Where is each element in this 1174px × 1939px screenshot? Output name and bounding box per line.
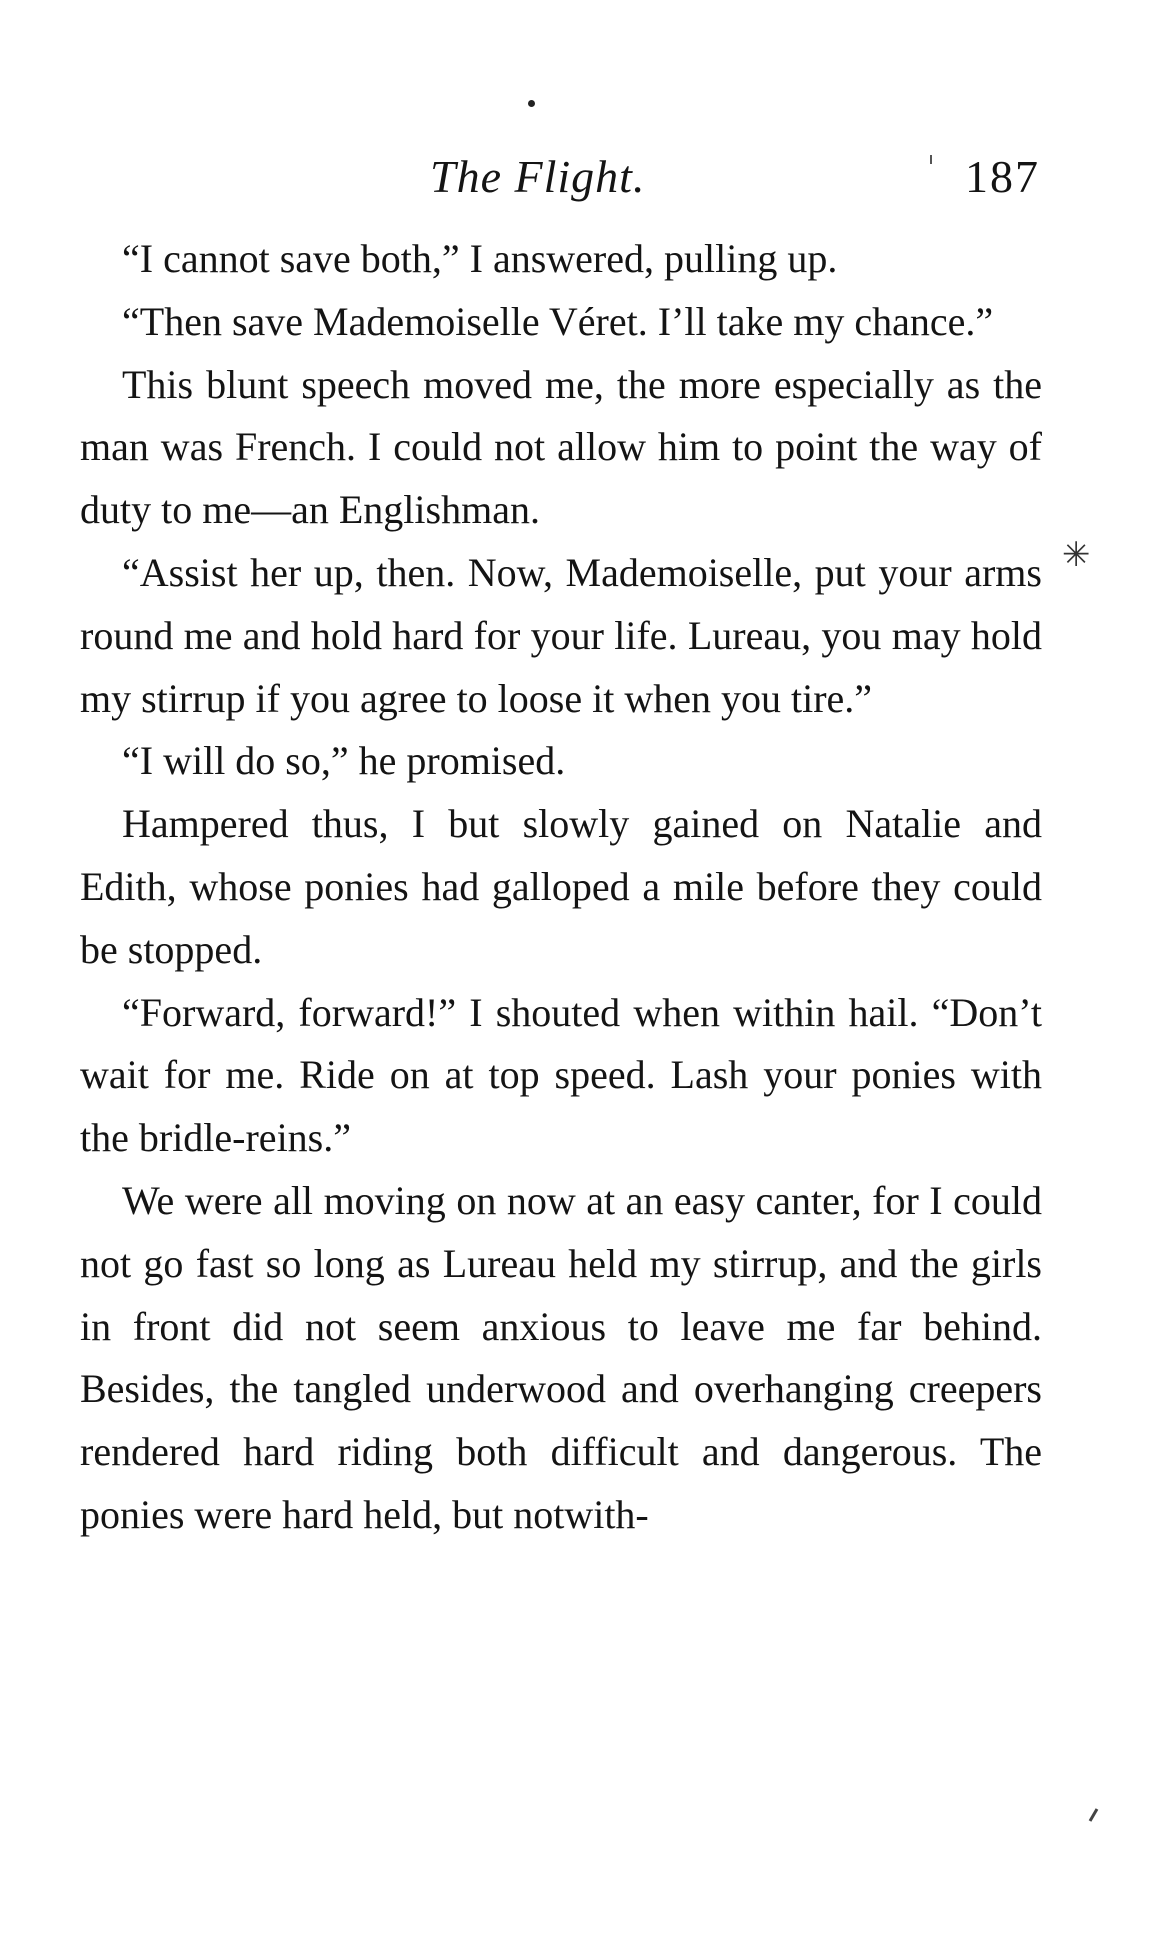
paragraph: “Assist her up, then. Now, Mademoiselle, put your arms round me and hold hard for your life. Lureau, you may hold my stirrup if you agree to loose it when you tire.” [80,549,1042,721]
paragraph: This blunt speech moved me, the more especially as the man was French. I could not allow him to point the way of duty to me—an Englishman. [80,361,1042,533]
ink-speck [528,100,535,107]
body-text [80,228,1042,1547]
margin-ink-mark-icon: ✳ [1062,535,1091,575]
page-number: 187 [965,151,1040,202]
paragraph: We were all moving on now at an easy canter, for I could not go fast so long as Lureau held my stirrup, and the girls in front did not seem anxious to leave me far behind. Besides, the tangled underwood and overhanging creepers rendered hard riding both difficult and dangerous. The ponies were hard held, but notwith- [80,1177,1042,1537]
paragraph: “I cannot save both,” I answered, pulling up. [122,236,838,281]
paragraph: “Then save Mademoiselle Véret. I’ll take my chance.” [122,298,994,344]
ink-speck [1089,1808,1099,1822]
page-header [80,150,1040,210]
paragraph: Hampered thus, I but slowly gained on Natalie and Edith, whose ponies had galloped a mile before they could be stopped. [80,801,1042,972]
paragraph: “Forward, forward!” I shouted when within hail. “Don’t wait for me. Ride on at top speed. Lash your ponies with the bridle-reins.” [80,989,1042,1161]
running-title: The Flight. [430,151,646,202]
paragraph: “I will do so,” he promised. [122,738,566,784]
